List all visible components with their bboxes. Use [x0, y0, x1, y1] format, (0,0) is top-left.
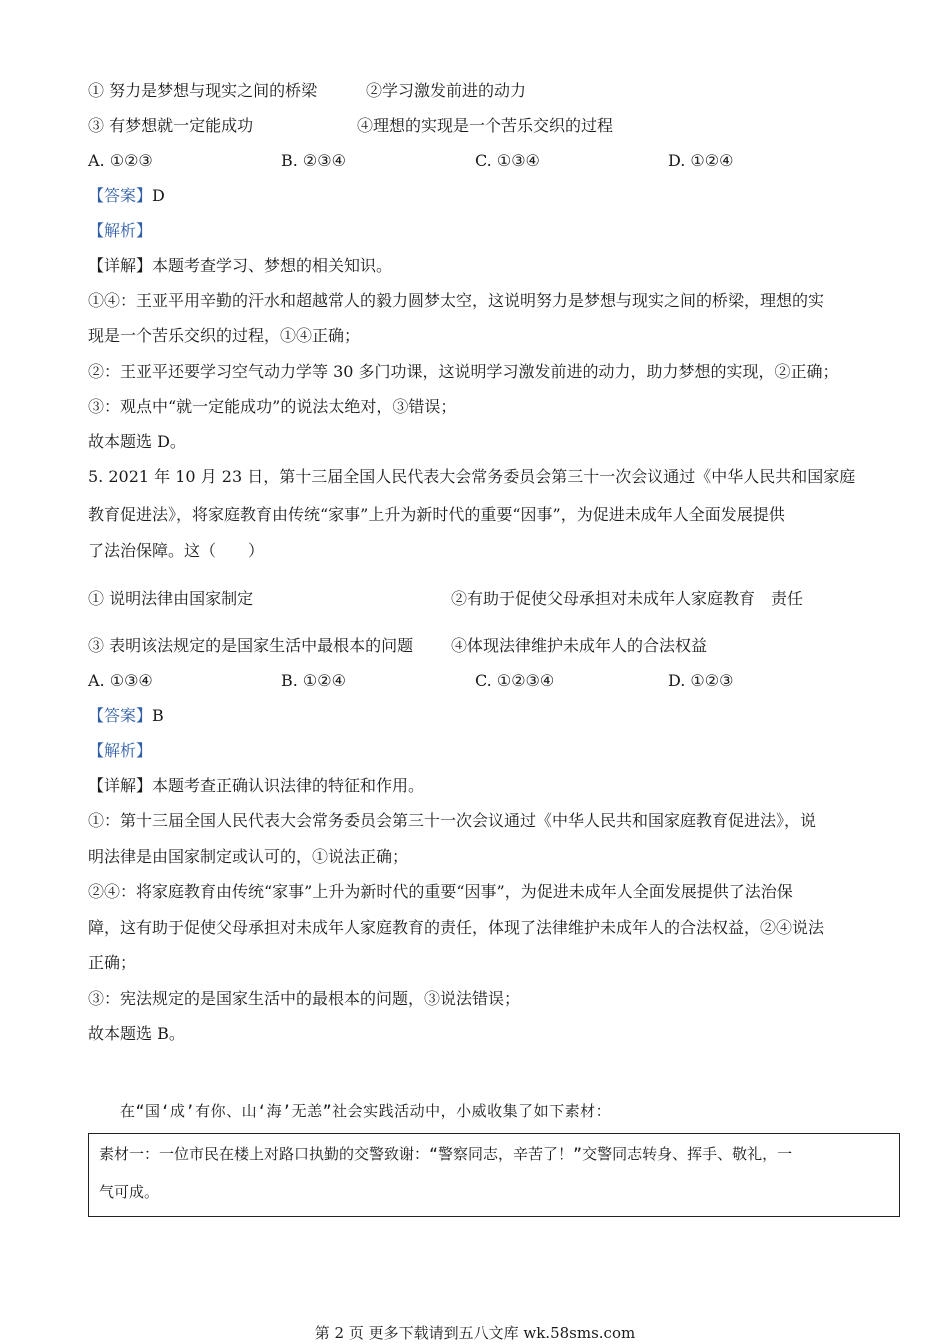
material-line-1: 素材一：一位市民在楼上对路口执勤的交警致谢：“警察同志，辛苦了！”交警同志转身、挥手、敬礼，一	[99, 1145, 793, 1163]
q4-explanation-2: ②：王亚平还要学习空气动力学等 30 多门功课，这说明学习激发前进的动力，助力梦想的实现，②正确；	[88, 362, 839, 381]
q5-statement-4: ④体现法律维护未成年人的合法权益	[451, 636, 708, 655]
q5-option-b: B. ①②④	[281, 671, 346, 690]
q5-statement-3: ③ 表明该法规定的是国家生活中最根本的问题	[88, 636, 414, 655]
q4-option-a: A. ①②③	[88, 151, 153, 170]
q4-conclusion: 故本题选 D。	[88, 432, 186, 451]
q5-explanation-1b: 明法律是由国家制定或认可的，①说法正确；	[88, 847, 409, 866]
q5-conclusion: 故本题选 B。	[88, 1024, 185, 1043]
q4-explanation-1a: ①④：王亚平用辛勤的汗水和超越常人的毅力圆梦太空，这说明努力是梦想与现实之间的桥梁，理想的实	[88, 291, 825, 310]
q5-detail: 【详解】本题考查正确认识法律的特征和作用。	[88, 776, 425, 795]
answer-tag: 【答案】	[88, 706, 153, 725]
answer-value: B	[152, 706, 164, 725]
q4-analysis-tag: 【解析】	[88, 221, 153, 240]
q4-option-d: D. ①②④	[668, 151, 734, 170]
q5-explanation-1a: ①：第十三届全国人民代表大会常务委员会第三十一次会议通过《中华人民共和国家庭教育促进法》，说	[88, 811, 817, 830]
q5-statement-1: ① 说明法律由国家制定	[88, 589, 254, 608]
material-line-2: 气可成。	[99, 1183, 160, 1201]
q5-statement-2: ②有助于促使父母承担对未成年人家庭教育 责任	[451, 589, 804, 608]
q5-option-c: C. ①②③④	[475, 671, 555, 690]
answer-value: D	[152, 186, 165, 205]
q4-option-c: C. ①③④	[475, 151, 540, 170]
q4-answer	[88, 186, 165, 206]
q4-statement-3: ③ 有梦想就一定能成功	[88, 116, 254, 135]
q5-explanation-2b: 障，这有助于促使父母承担对未成年人家庭教育的责任，体现了法律维护未成年人的合法权益，②④说法	[88, 918, 825, 937]
q4-explanation-1b: 现是一个苦乐交织的过程，①④正确；	[88, 326, 361, 345]
q5-option-d: D. ①②③	[668, 671, 734, 690]
q4-statement-1: ① 努力是梦想与现实之间的桥梁	[88, 81, 318, 100]
q5-answer	[88, 706, 164, 726]
q5-stem-3: 了法治保障。这（ ）	[88, 541, 265, 560]
q5-stem-2: 教育促进法》，将家庭教育由传统“家事”上升为新时代的重要“因事”，为促进未成年人全面发展提供	[88, 505, 785, 524]
q4-option-b: B. ②③④	[281, 151, 346, 170]
page-footer: 第 2 页 更多下载请到五八文库 wk.58sms.com	[314, 1324, 636, 1342]
q5-explanation-3: ③：宪法规定的是国家生活中的最根本的问题，③说法错误；	[88, 989, 521, 1008]
q4-detail: 【详解】本题考查学习、梦想的相关知识。	[88, 256, 393, 275]
material-intro: 在“国‘成’有你、山‘海’无恙”社会实践活动中，小威收集了如下素材：	[120, 1102, 612, 1120]
q5-analysis-tag: 【解析】	[88, 741, 153, 760]
answer-tag: 【答案】	[88, 186, 153, 205]
q5-stem-1: 5. 2021 年 10 月 23 日，第十三届全国人民代表大会常务委员会第三十一次会议通过《中华人民共和国家庭	[88, 467, 856, 486]
q5-explanation-2c: 正确；	[88, 953, 137, 972]
material-box	[88, 1133, 900, 1217]
q5-option-a: A. ①③④	[88, 671, 153, 690]
q4-explanation-3: ③：观点中“就一定能成功”的说法太绝对，③错误；	[88, 397, 457, 416]
q4-statement-4: ④理想的实现是一个苦乐交织的过程	[357, 116, 614, 135]
q5-explanation-2a: ②④：将家庭教育由传统“家事”上升为新时代的重要“因事”，为促进未成年人全面发展提供了法治保	[88, 882, 793, 901]
q4-statement-2: ②学习激发前进的动力	[366, 81, 527, 100]
